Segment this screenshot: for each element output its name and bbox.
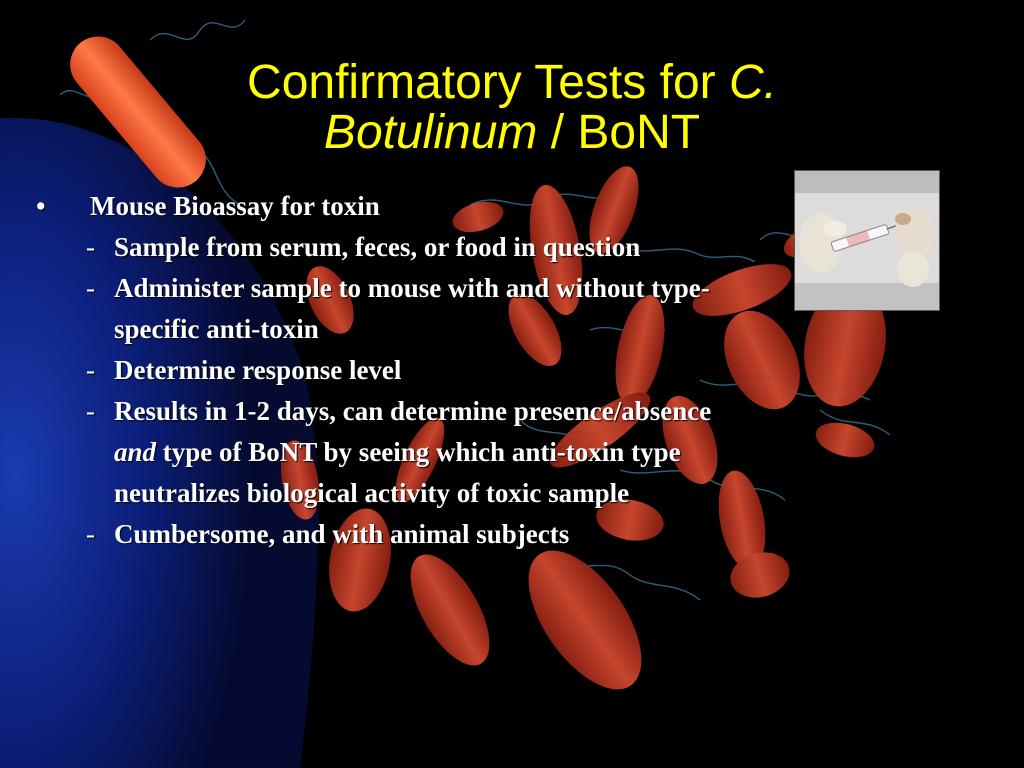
sub-bullet-text	[114, 391, 726, 514]
title-part-3: / BoNT	[537, 106, 701, 159]
dash-marker: -	[86, 519, 95, 549]
dash-marker: -	[86, 396, 95, 426]
sub-bullet-text: Administer sample to mouse with and without type-specific anti-toxin	[114, 273, 710, 344]
dash-marker: -	[86, 355, 95, 385]
sub-bullet-item	[36, 227, 726, 268]
slide-title	[140, 58, 884, 158]
bullet-text: Mouse Bioassay for toxin	[90, 191, 380, 221]
bullet-item	[36, 186, 726, 227]
sub-bullet-text: Determine response level	[114, 355, 402, 385]
sub-bullet-item	[36, 391, 726, 514]
title-organism-italic: C. Botulinum	[323, 56, 777, 159]
syringe-icon	[795, 171, 939, 310]
slide-body	[36, 186, 726, 555]
sub-bullet-item	[36, 514, 726, 555]
sub-bullet-item	[36, 268, 726, 350]
sub-text-before: Results in 1-2 days, can determine presence/absence	[114, 396, 712, 426]
sub-text-italic: and	[114, 437, 157, 467]
title-part-1: Confirmatory Tests for	[247, 56, 729, 109]
sub-text-after: type of BoNT by seeing which anti-toxin type neutralizes biological activity of toxic sample	[114, 437, 681, 508]
sub-bullet-text: Sample from serum, feces, or food in question	[114, 232, 641, 262]
dash-marker: -	[86, 232, 95, 262]
sub-bullet-text: Cumbersome, and with animal subjects	[114, 519, 570, 549]
bullet-marker: •	[36, 191, 46, 221]
sub-bullet-item	[36, 350, 726, 391]
sub-bullet-list	[36, 227, 726, 555]
syringe-injection-photo	[795, 171, 939, 310]
dash-marker: -	[86, 273, 95, 303]
